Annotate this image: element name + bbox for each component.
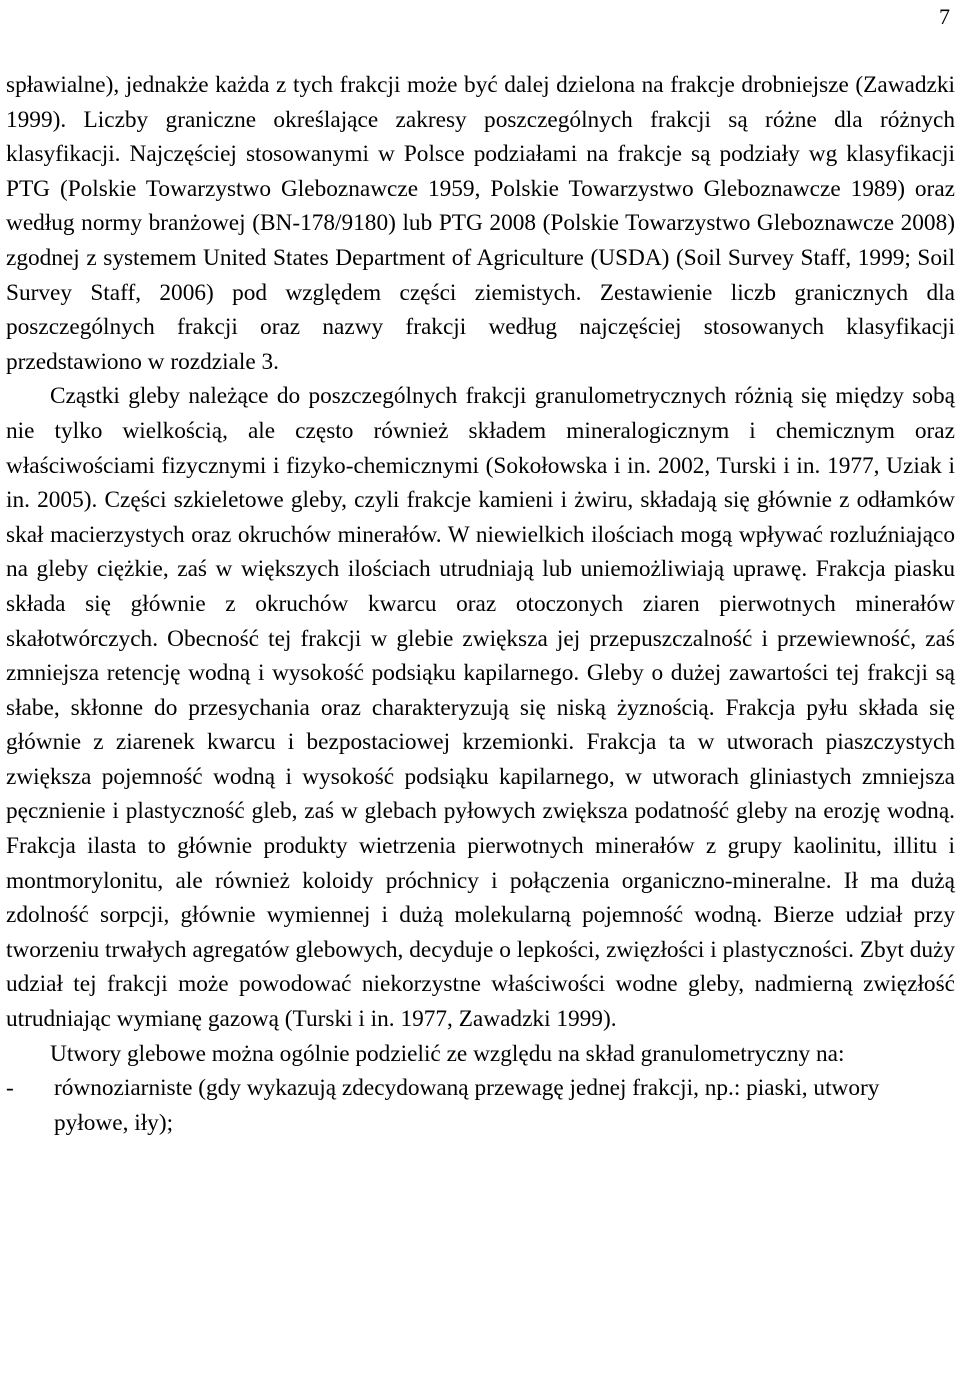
list-item-marker: - (6, 1075, 14, 1102)
text-body (6, 68, 955, 1140)
paragraph-continuation: spławialne), jednakże każda z tych frakcji może być dalej dzielona na frakcje drobniejsze (Zawadzki 1999). Liczby graniczne określające zakresy poszczególnych frakcji są różne dla różnych klasyfikacji. Najczęściej stosowanymi w Polsce podziałami na frakcje są podziały wg klasyfikacji PTG (Polskie Towarzystwo Gleboznawcze 1959, Polskie Towarzystwo Gleboznawcze 1989) oraz według normy branżowej (BN-178/9180) lub PTG 2008 (Polskie Towarzystwo Gleboznawcze 2008) zgodnej z systemem United States Department of Agriculture (USDA) (Soil Survey Staff, 1999; Soil Survey Staff, 2006) pod względem części ziemistych. Zestawienie liczb granicznych dla poszczególnych frakcji oraz nazwy frakcji według najczęściej stosowanych klasyfikacji przedstawiono w rozdziale 3. (6, 72, 955, 375)
paragraph-particle-fractions: Cząstki gleby należące do poszczególnych frakcji granulometrycznych różnią się między sobą nie tylko wielkością, ale często również składem mineralogicznym i chemicznym oraz właściwościami fizycznymi i fizyko-chemicznymi (Sokołowska i in. 2002, Turski i in. 1977, Uziak i in. 2005). Części szkieletowe gleby, czyli frakcje kamieni i żwiru, składają się głównie z odłamków skał macierzystych oraz okruchów minerałów. W niewielkich ilościach mogą wpływać rozluźniająco na gleby ciężkie, zaś w większych ilościach utrudniają lub uniemożliwiają uprawę. Frakcja piasku składa się głównie z okruchów kwarcu oraz otoczonych ziaren pierwotnych minerałów skałotwórczych. Obecność tej frakcji w glebie zwiększa jej przepuszczalność i przewiewność, zaś zmniejsza retencję wodną i wysokość podsiąku kapilarnego. Gleby o dużej zawartości tej frakcji są słabe, skłonne do przesychania oraz charakteryzują się niską żyznością. Frakcja pyłu składa się głównie z ziarenek kwarcu i bezpostaciowej krzemionki. Frakcja ta w utworach piaszczystych zwiększa pojemność wodną i wysokość podsiąku kapilarnego, w utworach gliniastych zmniejsza pęcznienie i plastyczność gleb, zaś w glebach pyłowych zwiększa podatność gleby na erozję wodną. Frakcja ilasta to głównie produkty wietrzenia pierwotnych minerałów z grupy kaolinitu, illitu i montmorylonitu, ale również koloidy próchnicy i połączenia organiczno-mineralne. Ił ma dużą zdolność sorpcji, głównie wymiennej i dużą molekularną pojemność wodną. Bierze udział przy tworzeniu trwałych agregatów glebowych, decyduje o lepkości, zwięzłości i plastyczności. Zbyt duży udział tej frakcji może powodować niekorzystne właściwości wodne gleby, nadmierną zwięzłość utrudniając wymianę gazową (Turski i in. 1977, Zawadzki 1999). (6, 383, 955, 1033)
list-item (6, 1071, 955, 1140)
bullet-list (6, 1071, 955, 1140)
page-number: 7 (939, 4, 950, 29)
paragraph-soil-classes-intro: Utwory glebowe można ogólnie podzielić ze względu na skład granulometryczny na: (50, 1040, 845, 1067)
list-item-text: równoziarniste (gdy wykazują zdecydowaną przewagę jednej frakcji, np.: piaski, utwory pyłowe, iły); (54, 1075, 880, 1136)
